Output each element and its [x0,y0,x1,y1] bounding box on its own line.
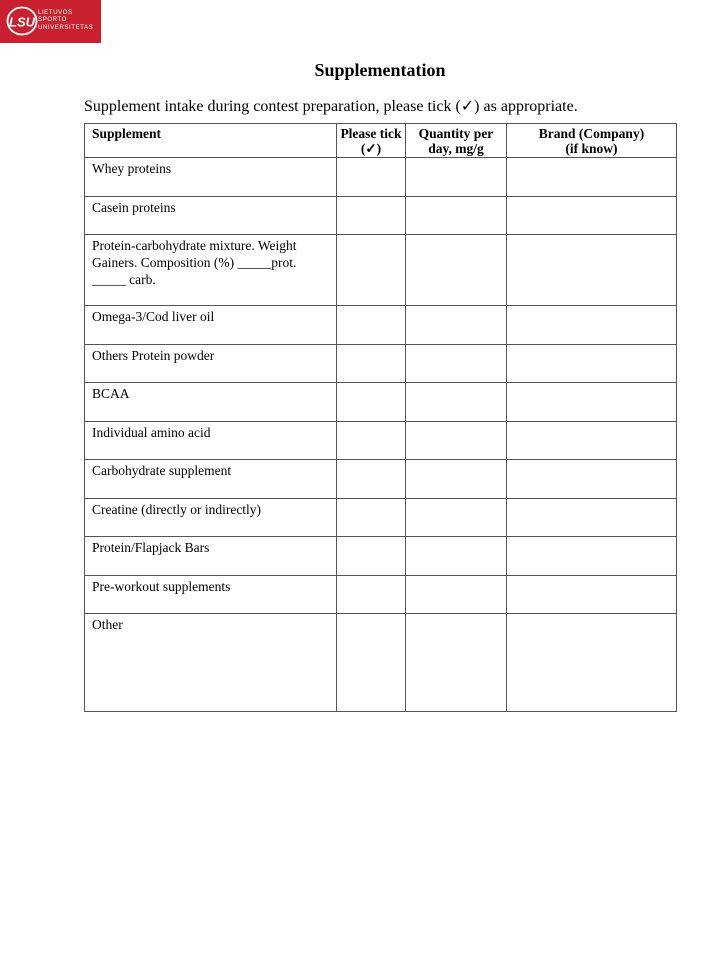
tick-cell[interactable] [337,537,406,576]
header-quantity: Quantity per day, mg/g [406,124,507,158]
supplement-name: Casein proteins [85,197,337,235]
quantity-cell[interactable] [406,537,507,576]
tick-cell[interactable] [337,158,406,197]
brand-cell[interactable] [507,158,677,197]
table-row [85,197,677,235]
logo-wordmark [38,9,100,31]
brand-cell[interactable] [507,614,677,712]
tick-cell[interactable] [337,460,406,499]
table-row [85,235,677,306]
quantity-cell[interactable] [406,576,507,614]
brand-cell[interactable] [507,306,677,345]
table-row [85,576,677,614]
header-please-tick: Please tick (✓) [337,124,406,158]
header-brand: Brand (Company) (if know) [507,124,677,158]
page-title: Supplementation [314,60,446,80]
supplement-name: Protein/Flapjack Bars [85,537,337,576]
supplement-name: Carbohydrate supplement [85,460,337,499]
tick-cell[interactable] [337,345,406,383]
header-row [85,124,677,158]
table-row [85,345,677,383]
logo-line: SPORTO [38,16,67,24]
table-row [85,499,677,537]
table-row [85,158,677,197]
supplement-name: Pre-workout supplements [85,576,337,614]
brand-cell[interactable] [507,197,677,235]
supplement-name: Whey proteins [85,158,337,197]
brand-cell[interactable] [507,383,677,422]
lsu-emblem-icon [6,6,38,36]
brand-cell[interactable] [507,422,677,460]
tick-cell[interactable] [337,499,406,537]
supplement-name: Others Protein powder [85,345,337,383]
quantity-cell[interactable] [406,614,507,712]
supplement-name: Protein-carbohydrate mixture. Weight Gainers. Composition (%) _____prot. _____ carb. [85,235,337,306]
supplement-table [84,123,677,712]
supplement-name: Creatine (directly or indirectly) [85,499,337,537]
quantity-cell[interactable] [406,197,507,235]
instruction-text: Supplement intake during contest preparation, please tick (✓) as appropriate. [84,98,578,115]
tick-cell[interactable] [337,197,406,235]
university-logo [0,0,101,43]
supplement-name: Other [85,614,337,712]
supplement-name: Individual amino acid [85,422,337,460]
brand-cell[interactable] [507,235,677,306]
quantity-cell[interactable] [406,499,507,537]
tick-cell[interactable] [337,235,406,306]
quantity-cell[interactable] [406,422,507,460]
tick-cell[interactable] [337,576,406,614]
quantity-cell[interactable] [406,460,507,499]
logo-line: LIETUVOS [38,9,73,16]
table-row [85,383,677,422]
brand-cell[interactable] [507,576,677,614]
tick-cell[interactable] [337,383,406,422]
brand-cell[interactable] [507,499,677,537]
tick-cell[interactable] [337,422,406,460]
supplement-name: Omega-3/Cod liver oil [85,306,337,345]
quantity-cell[interactable] [406,158,507,197]
brand-cell[interactable] [507,345,677,383]
brand-cell[interactable] [507,537,677,576]
table-row [85,306,677,345]
table-row [85,614,677,712]
table-row [85,422,677,460]
table-row [85,460,677,499]
quantity-cell[interactable] [406,306,507,345]
quantity-cell[interactable] [406,383,507,422]
tick-cell[interactable] [337,614,406,712]
table-row [85,537,677,576]
quantity-cell[interactable] [406,345,507,383]
logo-line: UNIVERSITETAS [38,23,94,31]
supplement-name: BCAA [85,383,337,422]
header-supplement: Supplement [85,124,337,158]
tick-cell[interactable] [337,306,406,345]
quantity-cell[interactable] [406,235,507,306]
brand-cell[interactable] [507,460,677,499]
logo-mark-text: LSU [9,14,35,30]
